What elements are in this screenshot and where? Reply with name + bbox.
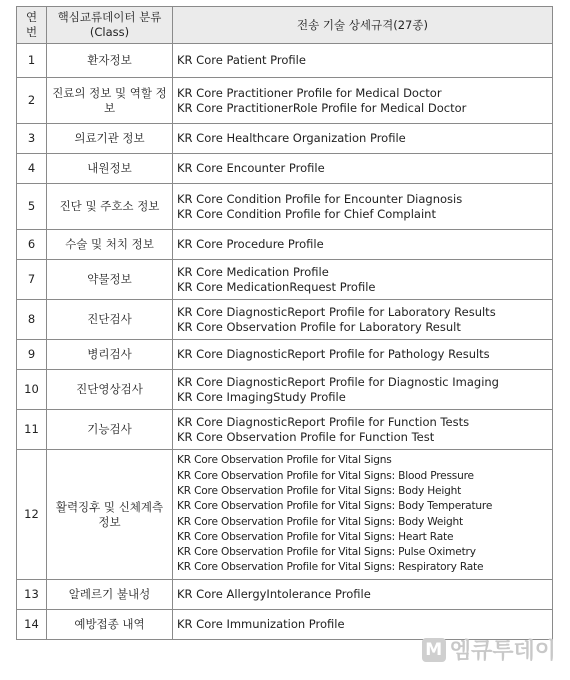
spec-line: KR Core DiagnosticReport Profile for Laboratory Results xyxy=(177,304,496,319)
spec-line: KR Core Patient Profile xyxy=(177,53,306,67)
logo-icon: M xyxy=(422,638,446,662)
table-row xyxy=(17,44,553,78)
spec-line: KR Core Medication Profile xyxy=(177,264,329,279)
row-specs xyxy=(173,580,553,610)
spec-line: KR Core PractitionerRole Profile for Medical Doctor xyxy=(177,100,467,115)
row-class: 진단검사 xyxy=(47,300,173,340)
spec-line: KR Core Observation Profile for Vital Signs: Body Temperature xyxy=(177,500,493,513)
row-number: 9 xyxy=(17,340,47,370)
spec-table xyxy=(16,6,553,640)
row-class: 진료의 정보 및 역할 정보 xyxy=(47,78,173,124)
watermark-text: 엠큐투데이 xyxy=(449,639,556,664)
row-specs xyxy=(173,184,553,230)
row-specs xyxy=(173,154,553,184)
table-row xyxy=(17,184,553,230)
spec-line: KR Core Healthcare Organization Profile xyxy=(177,131,406,145)
row-specs xyxy=(173,370,553,410)
spec-line: KR Core Observation Profile for Vital Signs xyxy=(177,454,392,467)
spec-line: KR Core Observation Profile for Vital Signs: Blood Pressure xyxy=(177,469,474,482)
table-row xyxy=(17,300,553,340)
row-class: 진단영상검사 xyxy=(47,370,173,410)
spec-line: KR Core Observation Profile for Vital Signs: Heart Rate xyxy=(177,530,454,543)
header-spec: 전송 기술 상세규격(27종) xyxy=(173,7,553,44)
table-row xyxy=(17,340,553,370)
spec-line: KR Core DiagnosticReport Profile for Diagnostic Imaging xyxy=(177,374,499,389)
spec-line: KR Core Observation Profile for Vital Signs: Body Weight xyxy=(177,515,463,528)
row-number: 6 xyxy=(17,230,47,260)
spec-line: KR Core AllergyIntolerance Profile xyxy=(177,587,371,601)
row-number: 3 xyxy=(17,124,47,154)
row-number: 13 xyxy=(17,580,47,610)
spec-line: KR Core Observation Profile for Vital Signs: Respiratory Rate xyxy=(177,561,484,574)
row-specs xyxy=(173,78,553,124)
table-row xyxy=(17,124,553,154)
table-row xyxy=(17,260,553,300)
spec-line: KR Core Observation Profile for Vital Signs: Pulse Oximetry xyxy=(177,546,476,559)
row-class: 기능검사 xyxy=(47,410,173,450)
row-specs xyxy=(173,450,553,580)
table-row xyxy=(17,580,553,610)
table-row xyxy=(17,450,553,580)
row-number: 1 xyxy=(17,44,47,78)
row-specs xyxy=(173,260,553,300)
spec-line: KR Core Practitioner Profile for Medical Doctor xyxy=(177,85,442,100)
spec-line: KR Core DiagnosticReport Profile for Pathology Results xyxy=(177,347,490,361)
spec-line: KR Core DiagnosticReport Profile for Function Tests xyxy=(177,414,470,429)
row-specs xyxy=(173,230,553,260)
row-number: 2 xyxy=(17,78,47,124)
header-class: 핵심교류데이터 분류(Class) xyxy=(47,7,173,44)
spec-line: KR Core Encounter Profile xyxy=(177,161,325,175)
spec-line: KR Core Procedure Profile xyxy=(177,237,324,251)
header-row xyxy=(17,7,553,44)
row-number: 7 xyxy=(17,260,47,300)
row-class: 환자정보 xyxy=(47,44,173,78)
spec-line: KR Core Immunization Profile xyxy=(177,617,345,631)
row-class: 활력징후 및 신체계측 정보 xyxy=(47,450,173,580)
table-row xyxy=(17,370,553,410)
row-number: 12 xyxy=(17,450,47,580)
table-row xyxy=(17,230,553,260)
row-number: 11 xyxy=(17,410,47,450)
row-class: 의료기관 정보 xyxy=(47,124,173,154)
spec-line: KR Core ImagingStudy Profile xyxy=(177,389,346,404)
table-row xyxy=(17,154,553,184)
row-class: 수술 및 처치 정보 xyxy=(47,230,173,260)
watermark xyxy=(422,634,556,665)
table-row xyxy=(17,410,553,450)
row-number: 4 xyxy=(17,154,47,184)
spec-line: KR Core Condition Profile for Encounter Diagnosis xyxy=(177,191,463,206)
row-specs xyxy=(173,340,553,370)
row-specs xyxy=(173,300,553,340)
spec-line: KR Core Condition Profile for Chief Complaint xyxy=(177,206,436,221)
spec-line: KR Core Observation Profile for Laboratory Result xyxy=(177,319,461,334)
table-row xyxy=(17,78,553,124)
spec-line: KR Core MedicationRequest Profile xyxy=(177,279,376,294)
spec-line: KR Core Observation Profile for Function Test xyxy=(177,429,435,444)
row-class: 예방접종 내역 xyxy=(47,610,173,640)
table-body xyxy=(17,44,553,640)
row-number: 8 xyxy=(17,300,47,340)
row-number: 14 xyxy=(17,610,47,640)
row-specs xyxy=(173,410,553,450)
row-specs xyxy=(173,124,553,154)
row-specs xyxy=(173,44,553,78)
row-class: 약물정보 xyxy=(47,260,173,300)
row-class: 내원정보 xyxy=(47,154,173,184)
row-number: 10 xyxy=(17,370,47,410)
row-number: 5 xyxy=(17,184,47,230)
spec-line: KR Core Observation Profile for Vital Signs: Body Height xyxy=(177,484,462,497)
header-no: 연번 xyxy=(17,7,47,44)
row-class: 병리검사 xyxy=(47,340,173,370)
row-class: 진단 및 주호소 정보 xyxy=(47,184,173,230)
row-class: 알레르기 불내성 xyxy=(47,580,173,610)
